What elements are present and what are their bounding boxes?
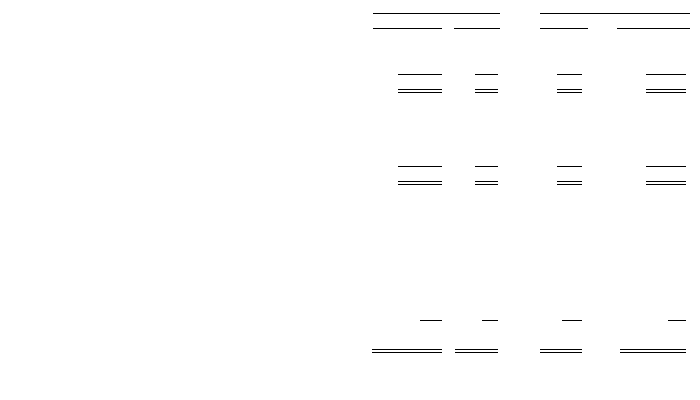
header-rule bbox=[617, 28, 690, 29]
subtotal-underline bbox=[646, 166, 686, 167]
total-double-underline bbox=[646, 181, 686, 185]
subtotal-underline bbox=[557, 74, 582, 75]
total-double-underline bbox=[398, 89, 442, 93]
total-double-underline bbox=[372, 349, 442, 353]
total-double-underline bbox=[540, 349, 582, 353]
header-rule bbox=[454, 28, 500, 29]
total-double-underline bbox=[557, 181, 582, 185]
subtotal-underline bbox=[668, 320, 686, 321]
subtotal-underline bbox=[398, 166, 442, 167]
subtotal-underline bbox=[557, 166, 582, 167]
total-double-underline bbox=[646, 89, 686, 93]
header-rule bbox=[540, 13, 690, 14]
header-rule bbox=[373, 13, 500, 14]
subtotal-underline bbox=[646, 74, 686, 75]
subtotal-underline bbox=[398, 74, 442, 75]
total-double-underline bbox=[398, 181, 442, 185]
total-double-underline bbox=[455, 349, 498, 353]
header-rule bbox=[540, 28, 588, 29]
subtotal-underline bbox=[482, 320, 498, 321]
total-double-underline bbox=[475, 181, 498, 185]
subtotal-underline bbox=[475, 74, 498, 75]
total-double-underline bbox=[557, 89, 582, 93]
subtotal-underline bbox=[475, 166, 498, 167]
header-rule bbox=[373, 28, 442, 29]
subtotal-underline bbox=[420, 320, 442, 321]
total-double-underline bbox=[475, 89, 498, 93]
subtotal-underline bbox=[562, 320, 582, 321]
total-double-underline bbox=[620, 349, 686, 353]
